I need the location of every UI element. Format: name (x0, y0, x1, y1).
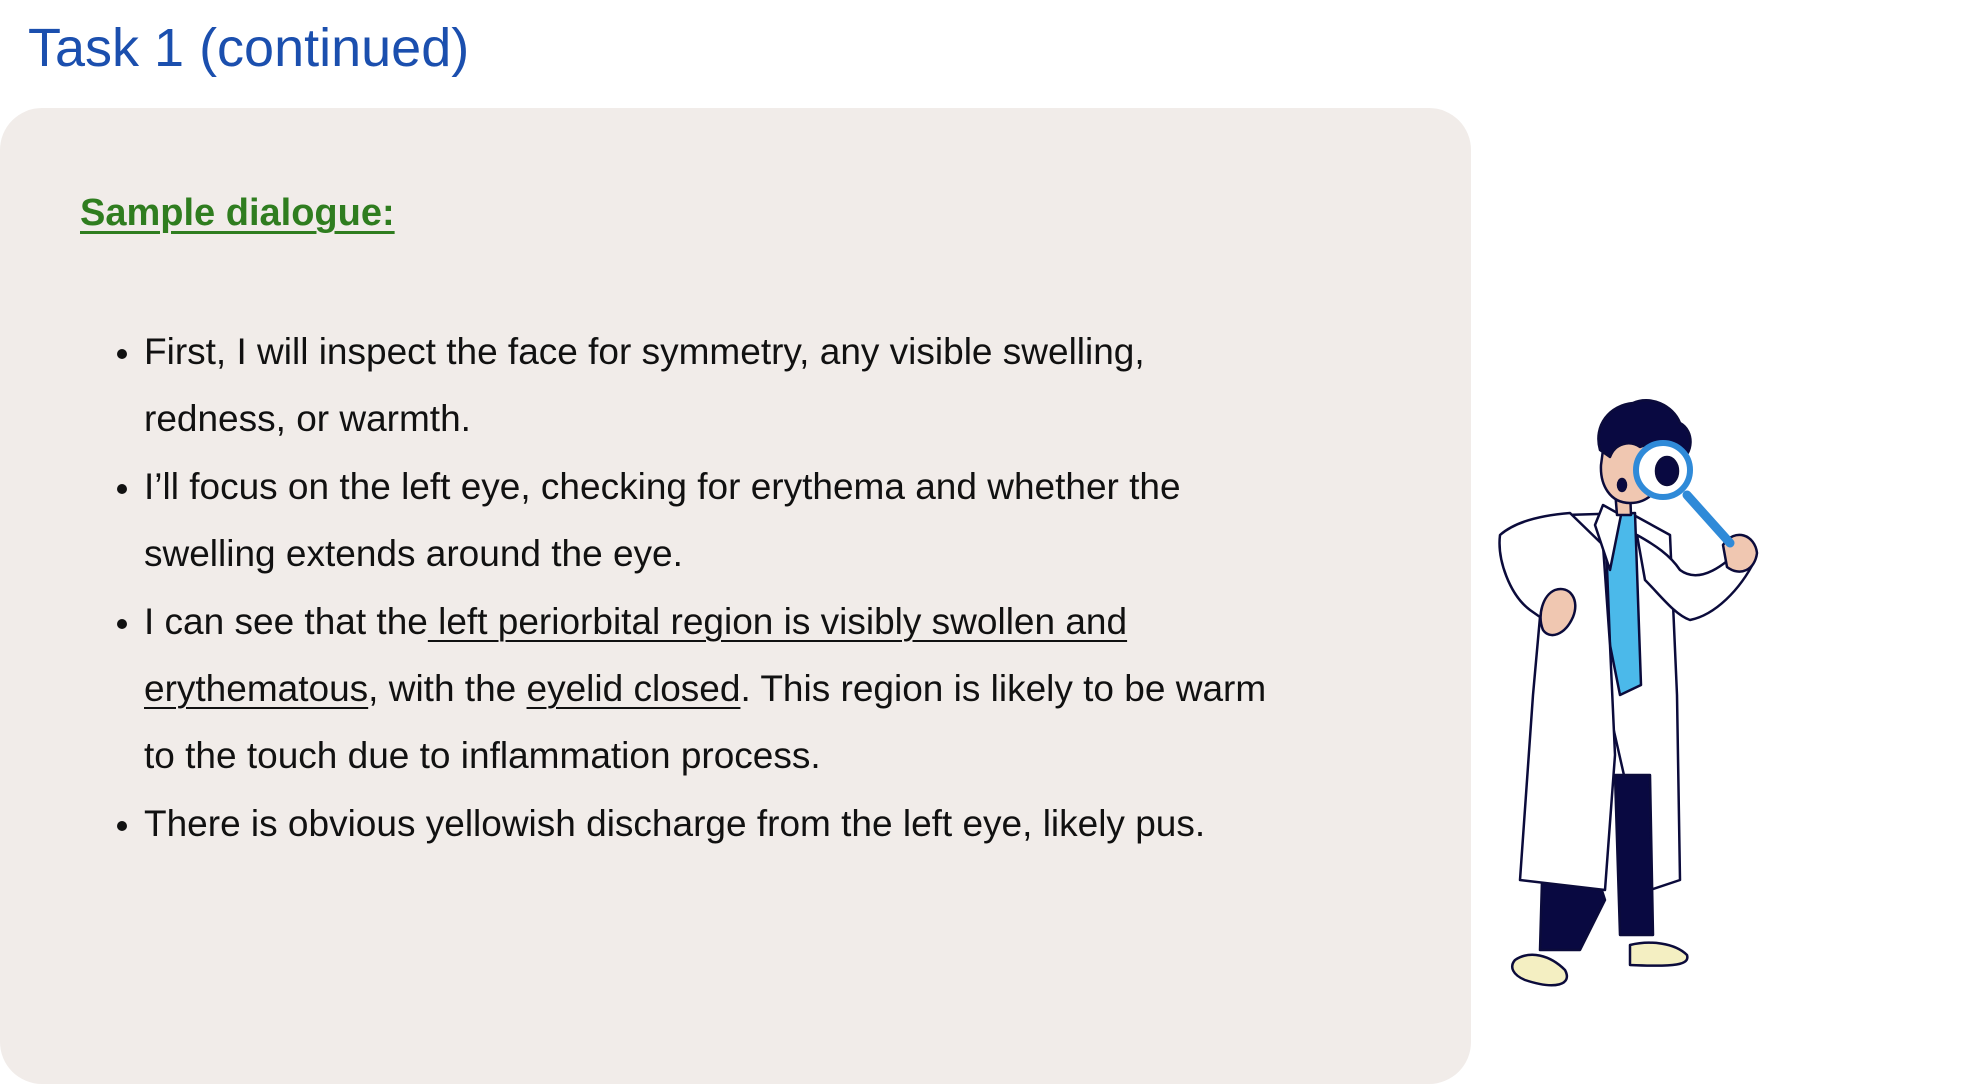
bullet-text: I can see that the (144, 600, 428, 642)
bullet-list (80, 318, 1274, 857)
list-item (144, 318, 1274, 453)
bullet-text: First, I will inspect the face for symmetry, any visible swelling, redness, or warmth. (144, 331, 1145, 440)
section-heading: Sample dialogue: (80, 192, 395, 234)
bullet-text: There is obvious yellowish discharge from the left eye, likely pus. (144, 802, 1206, 844)
list-item (144, 453, 1274, 588)
page-title: Task 1 (continued) (28, 18, 470, 78)
bullet-text: I’ll focus on the left eye, checking for erythema and whether the swelling extends around the eye. (144, 465, 1181, 575)
underlined-finding: left periorbital region is visibly swollen and erythematous (144, 600, 1128, 710)
doctor-with-magnifying-glass-icon (1405, 395, 1785, 1005)
bullet-text: , with the (368, 668, 527, 710)
bullet-text: . This region is likely to be warm to the touch due to inflammation process. (144, 668, 1267, 777)
list-item (144, 790, 1274, 857)
list-item (144, 588, 1274, 790)
underlined-finding: eyelid closed (526, 668, 741, 710)
